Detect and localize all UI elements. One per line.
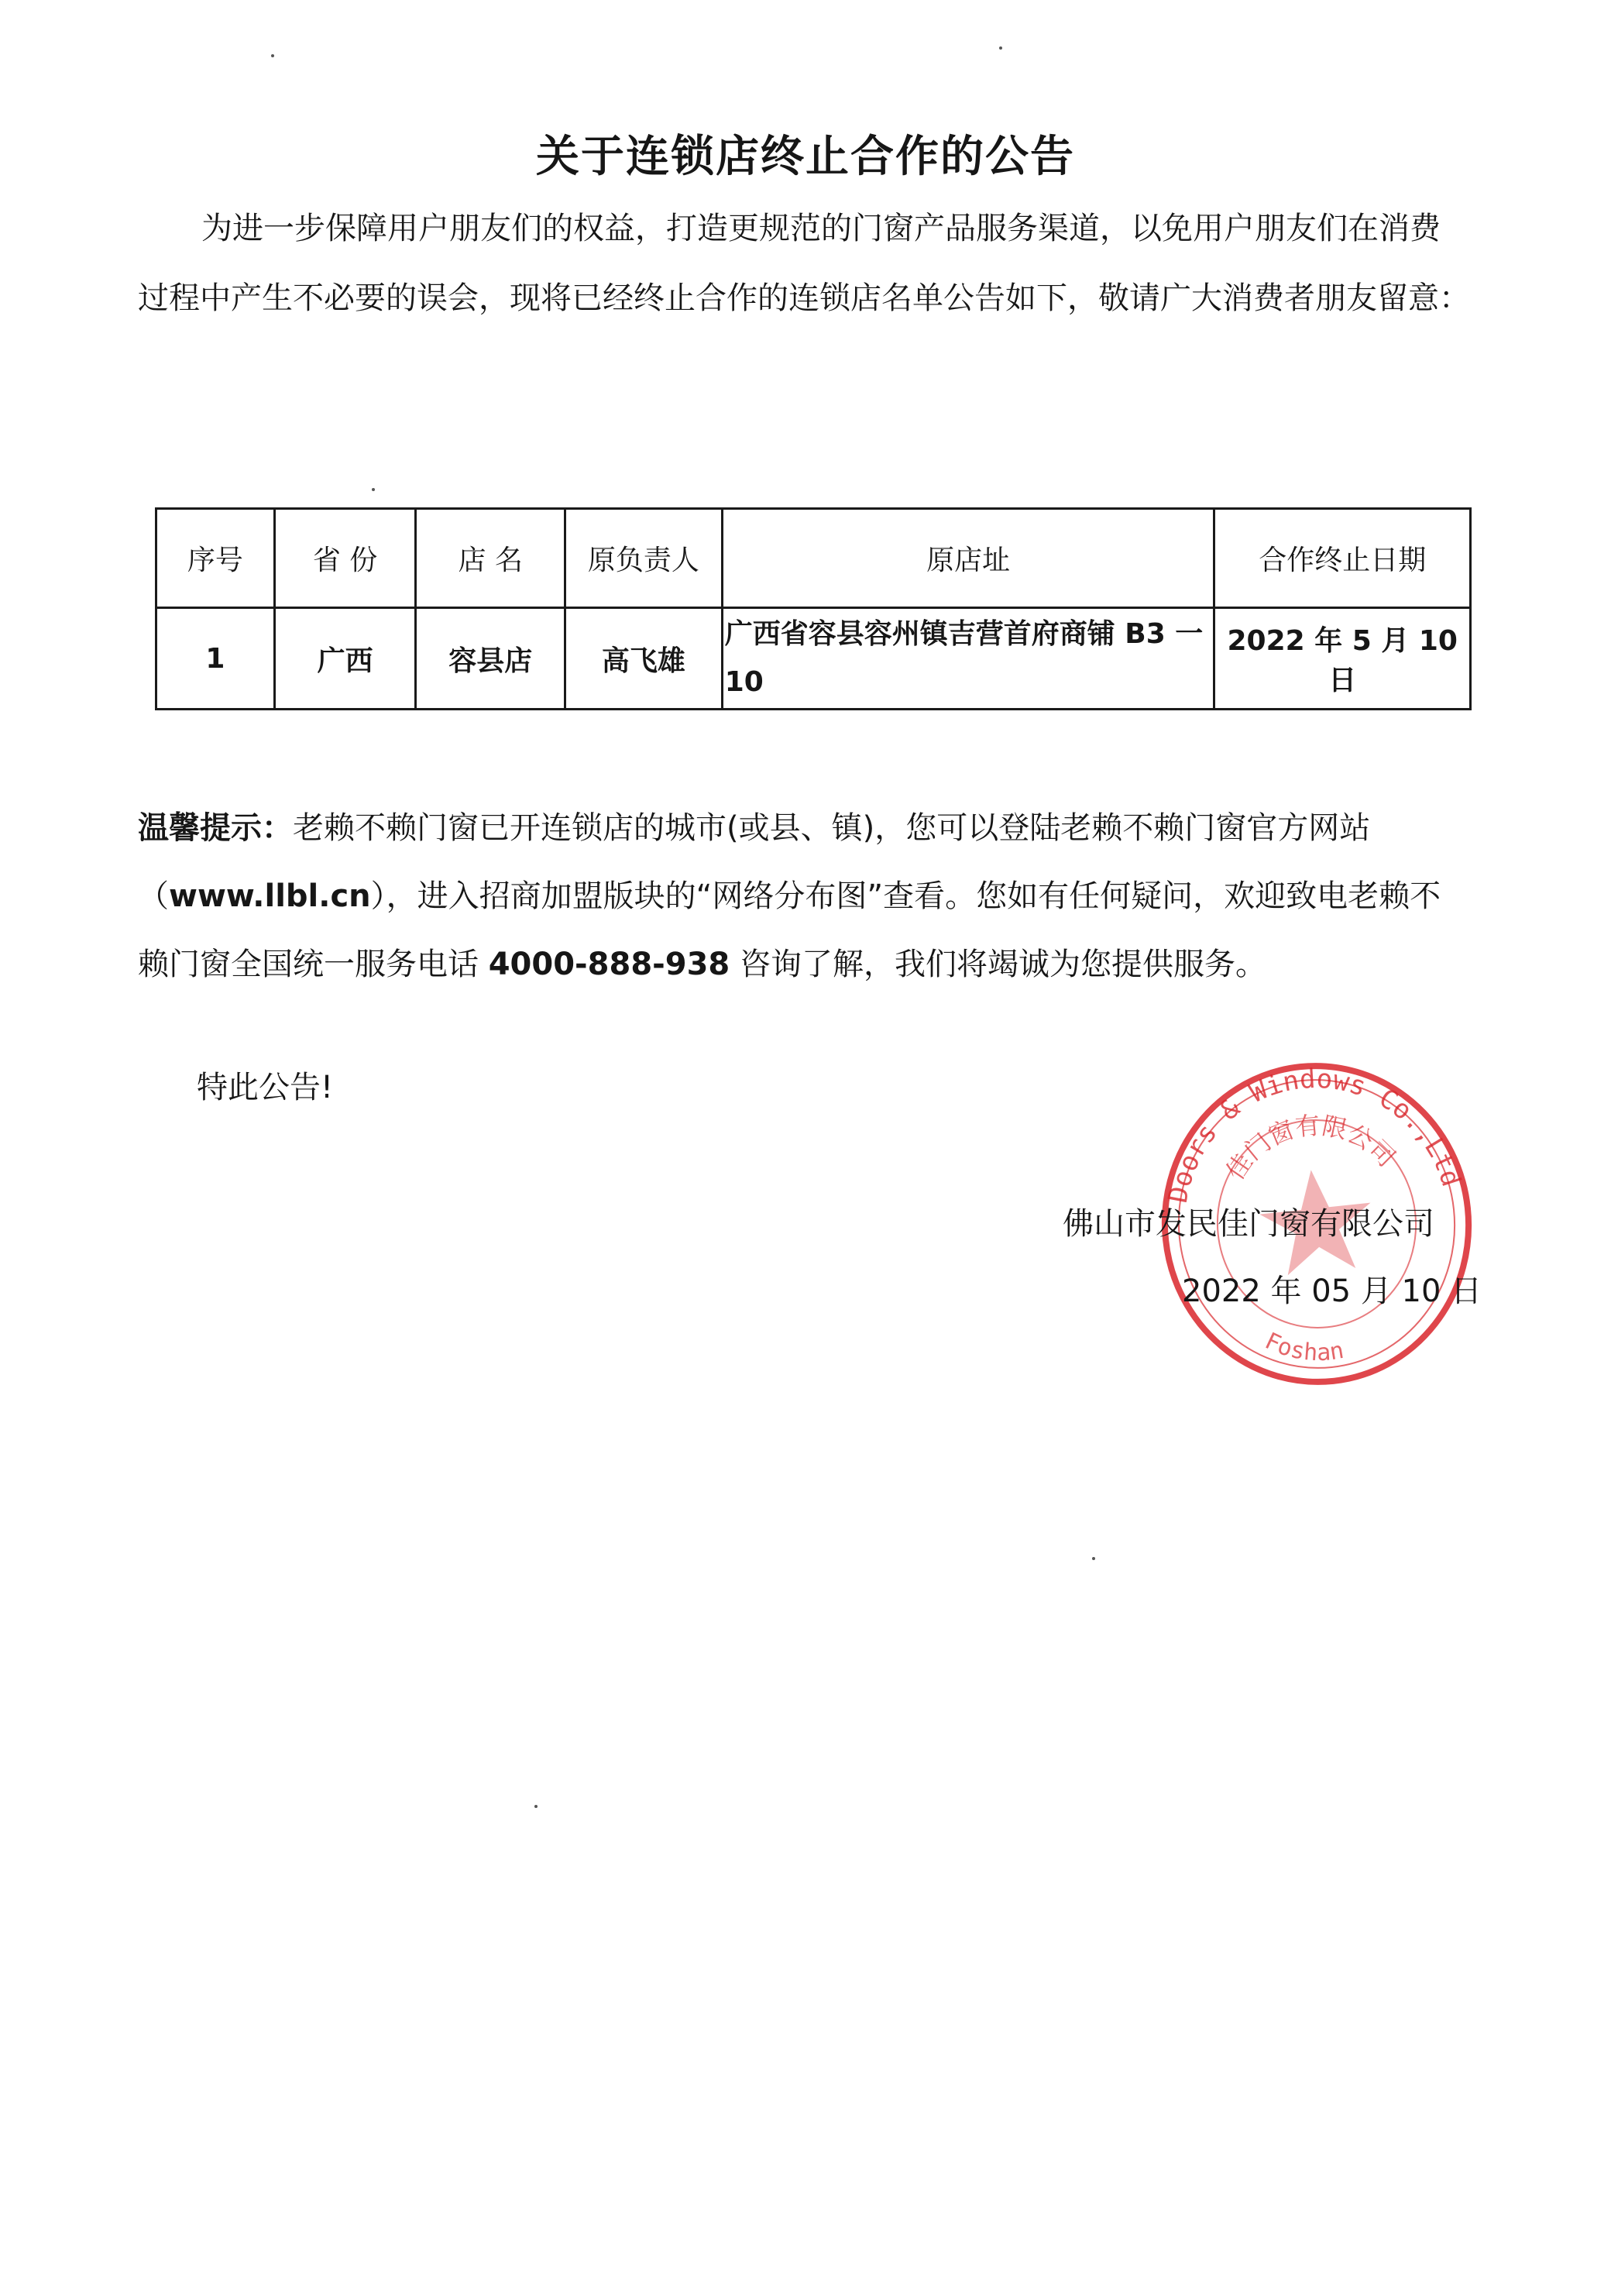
service-phone: 4000-888-938 <box>488 947 730 982</box>
tip-text-3: 咨询了解，我们将竭诚为您提供服务。 <box>730 947 1266 982</box>
header-end-date: 合作终止日期 <box>1214 509 1471 608</box>
svg-text:佳门窗有限公司: 佳门窗有限公司 <box>1220 1110 1402 1186</box>
scan-speck <box>999 46 1002 50</box>
table-row <box>156 608 1471 710</box>
svg-text:Doors & Windows Co.,Ltd: Doors & Windows Co.,Ltd <box>1162 1063 1467 1206</box>
signature-company: 佛山市发民佳门窗有限公司 <box>1063 1206 1434 1242</box>
cell-store: 容县店 <box>416 608 565 710</box>
scan-speck <box>1092 1557 1095 1560</box>
header-address: 原店址 <box>722 509 1214 608</box>
scan-speck <box>534 1805 538 1808</box>
document-title: 关于连锁店终止合作的公告 <box>536 132 1075 182</box>
scan-speck <box>372 488 375 491</box>
header-province: 省 份 <box>274 509 416 608</box>
tip-paragraph <box>138 794 1470 998</box>
closing-statement: 特此公告! <box>197 1070 334 1105</box>
scan-speck <box>271 54 274 57</box>
signature-date: 2022 年 05 月 10 日 <box>1182 1273 1482 1309</box>
tip-text-2: ），进入招商加盟版块的“网络分布图”查看。您如有任何疑问，欢迎致电老赖不赖门窗全国统一服务电话 <box>138 878 1441 982</box>
svg-text:Foshan: Foshan <box>1260 1327 1346 1367</box>
website-link[interactable]: www.llbl.cn <box>169 878 371 914</box>
table-header-row <box>156 509 1471 608</box>
cell-address: 广西省容县容州镇吉营首府商铺 B3 一 10 <box>722 608 1214 710</box>
cell-end-date: 2022 年 5 月 10 日 <box>1214 608 1471 710</box>
cell-manager: 高飞雄 <box>565 608 723 710</box>
tip-text-1: 老赖不赖门窗已开连锁店的城市(或县、镇)，您可以登陆老赖不赖门窗官方网站（ <box>138 810 1371 914</box>
header-manager: 原负责人 <box>565 509 723 608</box>
cell-index: 1 <box>156 608 275 710</box>
terminated-stores-table <box>155 507 1472 710</box>
tip-label: 温馨提示： <box>138 810 293 846</box>
header-index: 序号 <box>156 509 275 608</box>
cell-province: 广西 <box>274 608 416 710</box>
intro-paragraph: 为进一步保障用户朋友们的权益，打造更规范的门窗产品服务渠道，以免用户朋友们在消费过程中产生不必要的误会，现将已经终止合作的连锁店名单公告如下，敬请广大消费者朋友留意： <box>138 211 1470 316</box>
header-store: 店 名 <box>416 509 565 608</box>
